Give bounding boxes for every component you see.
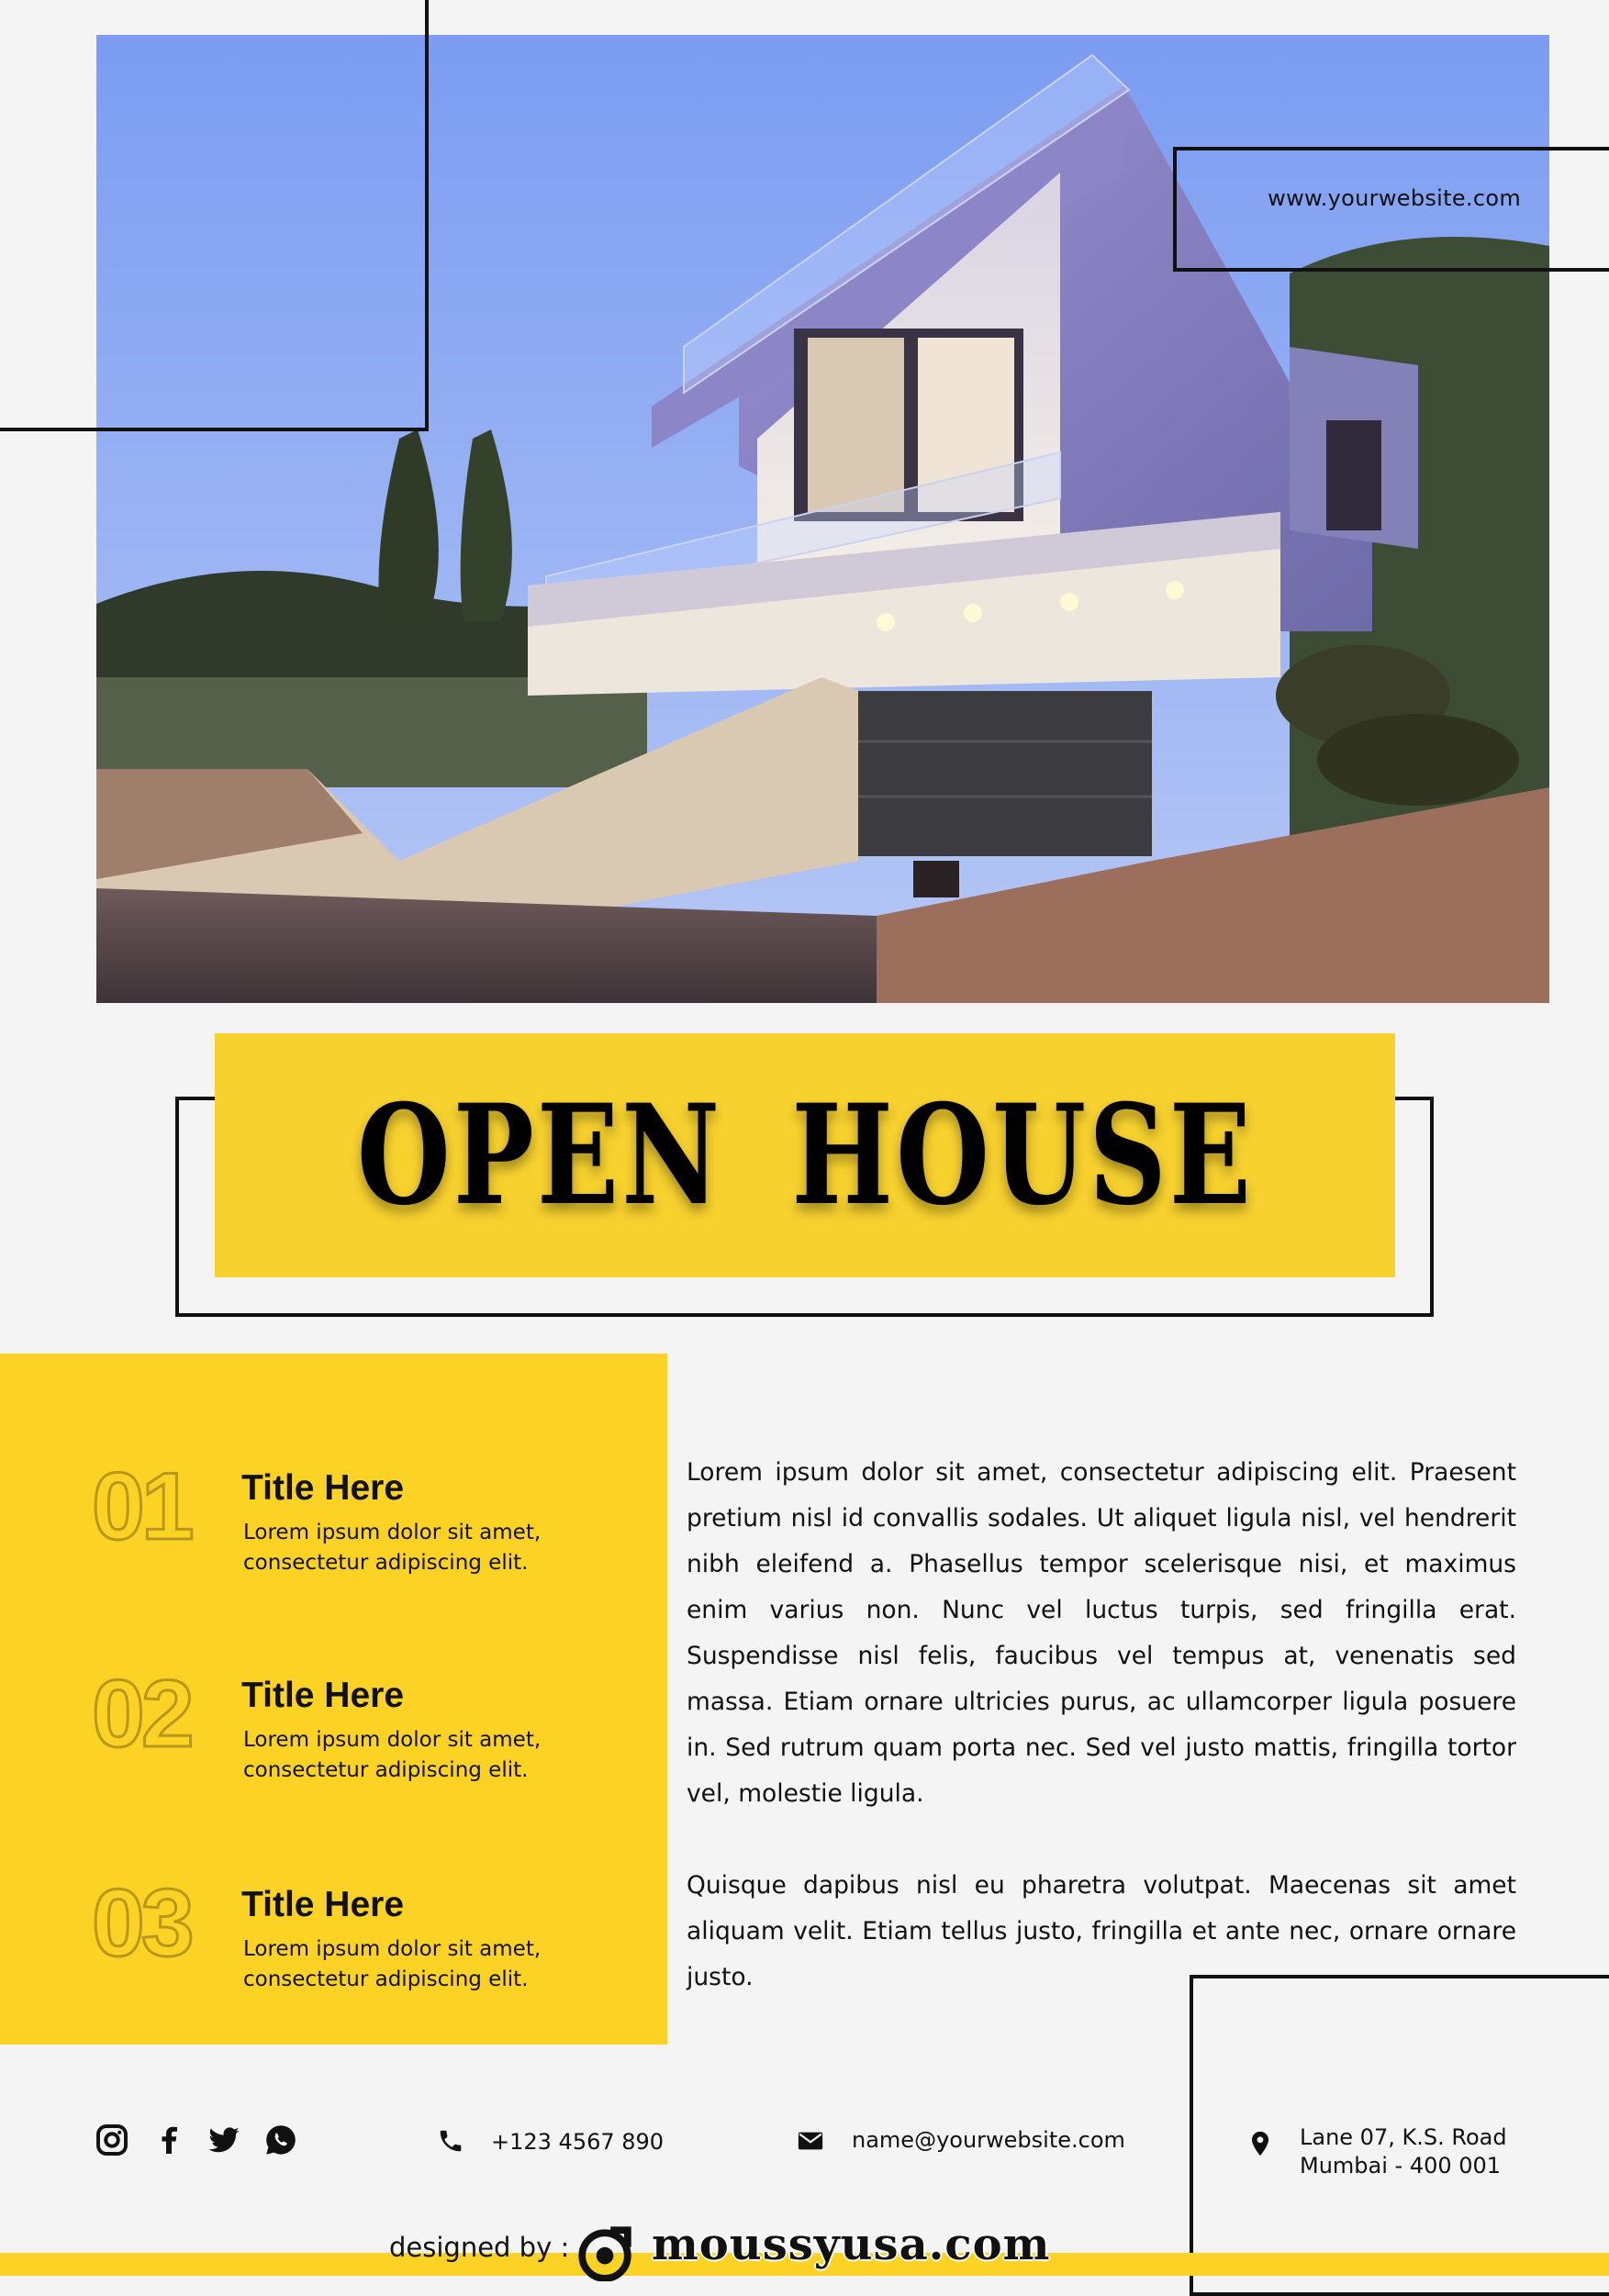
- body-paragraph-2: Quisque dapibus nisl eu pharetra volutpat. Maecenas sit amet aliquam velit. Etiam tellus justo, fringilla et ante nec, ornare ornare justo.: [687, 1871, 1516, 1991]
- credit-label: designed by :: [389, 2232, 570, 2263]
- twitter-icon[interactable]: [207, 2123, 240, 2157]
- feature-title: Title Here: [241, 1885, 405, 1924]
- feature-text: Lorem ipsum dolor sit amet, consectetur adipiscing elit.: [243, 1728, 542, 1782]
- whatsapp-icon[interactable]: [264, 2123, 297, 2157]
- features-panel: [0, 1354, 667, 2045]
- feature-text: Lorem ipsum dolor sit amet, consectetur adipiscing elit.: [243, 1937, 542, 1991]
- facebook-icon[interactable]: [152, 2123, 185, 2157]
- moussyusa-logo-icon: [576, 2224, 633, 2281]
- feature-text: Lorem ipsum dolor sit amet, consectetur adipiscing elit.: [243, 1521, 542, 1575]
- feature-title: Title Here: [241, 1468, 405, 1508]
- phone-icon: [437, 2127, 464, 2155]
- instagram-icon[interactable]: [95, 2123, 128, 2157]
- body-paragraph-1: Lorem ipsum dolor sit amet, consectetur adipiscing elit. Praesent pretium nisl id convallis sodales. Ut aliquet ligula nisl, vel hendrerit nibh eleifend a. Phasellus tempor scelerisque nisi, et maximus enim varius non. Nunc vel luctus turpis, sed fringilla erat. Suspendisse nisl felis, faucibus vel tempus at, venenatis sed massa. Etiam ornare ultricies purus, ac ullamcorper ligula posuere in. Sed rutrum quam porta nec. Sed vel justo mattis, fringilla tortor vel, molestie ligula.: [687, 1458, 1516, 1808]
- feature-number: 03: [92, 1870, 191, 1977]
- envelope-icon: [797, 2127, 824, 2155]
- banner-title: OPEN HOUSE: [356, 1075, 1254, 1236]
- feature-item-1: [92, 1454, 642, 1588]
- feature-item-3: [92, 1870, 642, 2004]
- open-house-banner: [215, 1033, 1395, 1277]
- phone-number[interactable]: +123 4567 890: [491, 2129, 665, 2155]
- website-url[interactable]: www.yourwebsite.com: [1268, 185, 1521, 211]
- email-address[interactable]: name@yourwebsite.com: [852, 2127, 1125, 2153]
- feature-item-2: [92, 1661, 642, 1795]
- address-line-1: Lane 07, K.S. Road: [1300, 2124, 1507, 2150]
- top-left-decorative-frame: [0, 0, 429, 431]
- credit-site-name[interactable]: moussyusa.com: [652, 2219, 1051, 2270]
- feature-title: Title Here: [241, 1676, 405, 1715]
- address-line-2: Mumbai - 400 001: [1300, 2153, 1502, 2179]
- address: [1300, 2123, 1507, 2180]
- feature-number: 01: [92, 1454, 191, 1560]
- location-pin-icon: [1246, 2130, 1274, 2157]
- feature-number: 02: [92, 1661, 191, 1767]
